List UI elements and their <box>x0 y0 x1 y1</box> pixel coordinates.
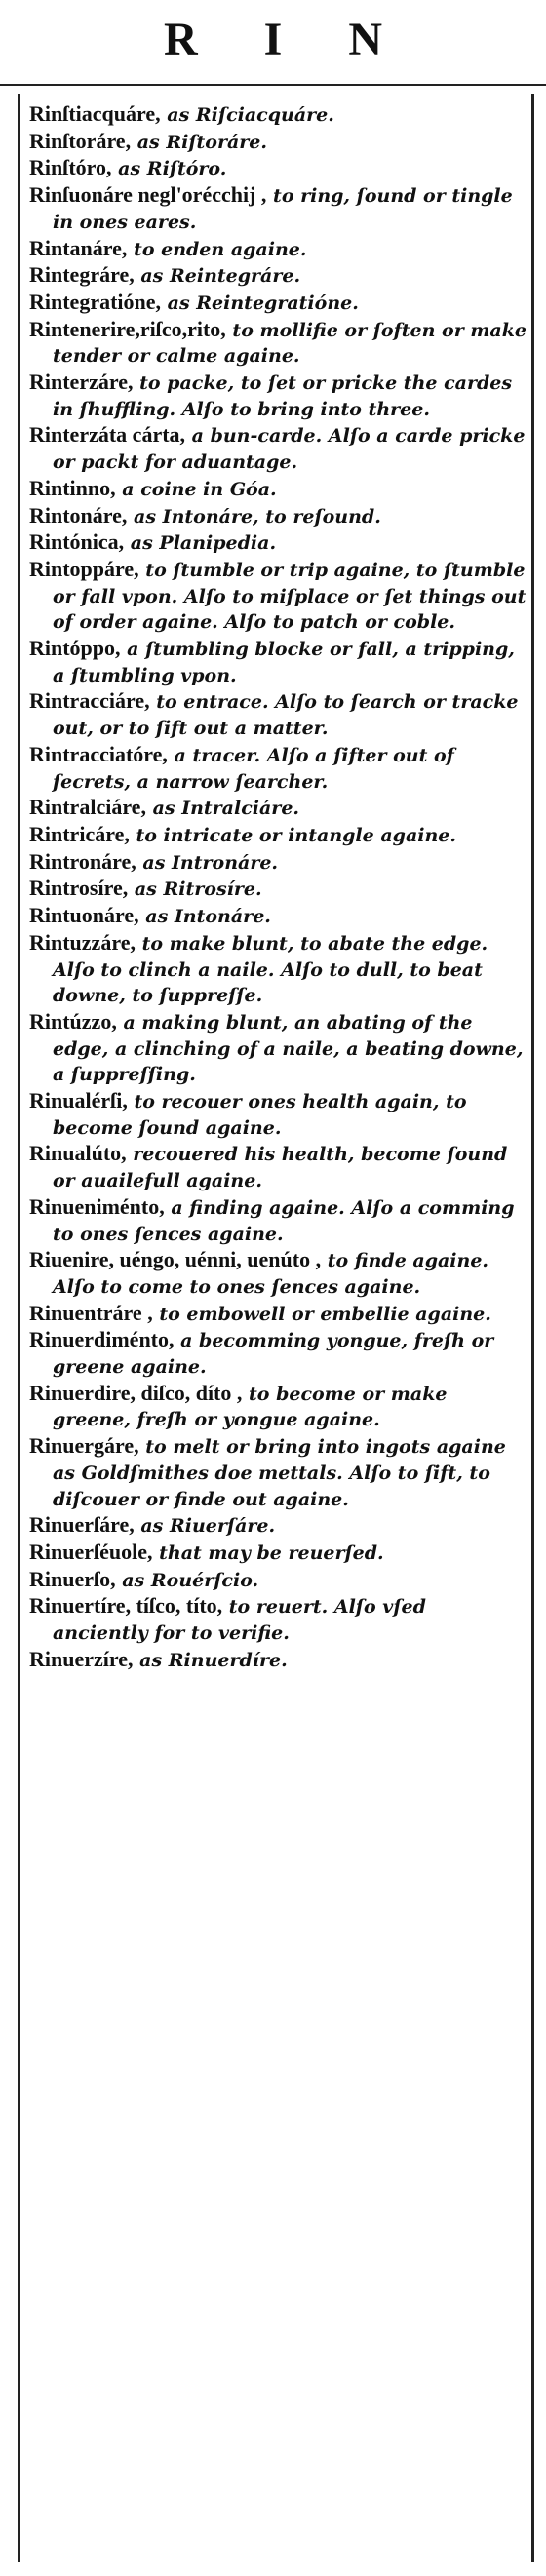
entry-definition: to recouer ones health again, to become ſound againe. <box>53 1091 467 1139</box>
dictionary-entry <box>29 1009 526 1088</box>
entry-definition: a coine in Góa. <box>115 478 277 500</box>
entry-definition: to packe, to ſet or pricke the cardes in ſhuffling. Alſo to bring into three. <box>53 372 513 420</box>
page-title: R I N <box>163 13 410 65</box>
entry-definition: as Reintegratióne. <box>161 292 359 314</box>
dictionary-entry <box>29 422 526 475</box>
dictionary-entry <box>29 290 526 317</box>
dictionary-entry <box>29 1593 526 1646</box>
dictionary-entry <box>29 129 526 156</box>
entry-definition: as Intralciáre. <box>145 798 300 820</box>
dictionary-entry <box>29 476 526 503</box>
entry-definition: a bun-carde. Alſo a carde pricke or packt for aduantage. <box>53 425 526 474</box>
entry-headword: Rintoppáre, <box>29 556 139 581</box>
entry-definition: to ring, ſound or tingle in ones eares. <box>53 185 513 233</box>
dictionary-entry <box>29 822 526 849</box>
entry-definition: recouered his health, become ſound or auailefull againe. <box>53 1144 508 1192</box>
entry-definition: to finde againe. Alſo to come to ones ſences againe. <box>53 1250 489 1298</box>
dictionary-entry <box>29 503 526 530</box>
entry-headword: Rinuerdiménto, <box>29 1327 175 1352</box>
entry-definition: a making blunt, an abating of the edge, a clinching of a naile, a beating downe, a ſuppreſſing. <box>53 1011 524 1086</box>
entry-definition: to ſtumble or trip againe, to ſtumble or fall vpon. Alſo to miſplace or ſet things out of order againe. Alſo to patch or coble. <box>53 559 526 634</box>
entry-headword: Rintóppo, <box>29 636 121 661</box>
entry-headword: Rinterzáre, <box>29 370 134 395</box>
entry-definition: as Riſtoráre. <box>131 131 267 153</box>
entry-headword: Rintanáre, <box>29 235 128 260</box>
dictionary-entry <box>29 155 526 182</box>
dictionary-entry <box>29 1088 526 1141</box>
entry-headword: Rintegráre, <box>29 262 135 288</box>
entry-headword: Rinuerſéuole, <box>29 1539 153 1564</box>
dictionary-entry <box>29 182 526 235</box>
entry-headword: Rinuentráre , <box>29 1300 153 1325</box>
entry-definition: as Ritrosíre. <box>128 878 262 901</box>
entry-definition: to melt or bring into ingots againe as Goldſmithes doe mettals. Alſo to ſift, to diſcouer or finde out againe. <box>53 1436 506 1510</box>
entry-headword: Rintúzzo, <box>29 1008 117 1034</box>
entry-definition: as Reintegráre. <box>134 265 301 288</box>
entry-definition: to mollifie or ſoften or make tender or calme againe. <box>53 319 526 368</box>
dictionary-entry <box>29 236 526 263</box>
dictionary-entry <box>29 1194 526 1247</box>
dictionary-entry <box>29 849 526 877</box>
dictionary-entry <box>29 1327 526 1380</box>
entry-definition: as Riſtóro. <box>111 158 227 180</box>
entry-headword: Rintinno, <box>29 475 116 500</box>
entry-headword: Rintracciatóre, <box>29 741 168 766</box>
entry-definition: as Riſciacquáre. <box>160 104 334 126</box>
entry-headword: Rinuerdire, diſco, díto , <box>29 1380 243 1405</box>
header-rule <box>0 84 546 86</box>
page-header <box>0 0 546 78</box>
entry-headword: Riuenire, uéngo, uénni, uenúto , <box>29 1247 322 1272</box>
entry-headword: Rintenerire,riſco,rito, <box>29 316 226 341</box>
dictionary-entry <box>29 1433 526 1512</box>
entry-headword: Rintrosíre, <box>29 876 129 901</box>
entry-headword: Rintralciáre, <box>29 795 146 820</box>
entry-headword: Rintuzzáre, <box>29 929 136 955</box>
entry-headword: Rinſtiacquáre, <box>29 101 161 126</box>
entry-definition: to reuert. Alſo vſed anciently for to verifie. <box>53 1596 426 1645</box>
entry-definition: to intricate or intangle againe. <box>129 824 456 846</box>
entry-definition: as Planipedia. <box>124 532 277 555</box>
entry-definition: a finding againe. Alſo a comming to ones ſences againe. <box>53 1196 515 1245</box>
entry-headword: Rintonáre, <box>29 502 128 527</box>
dictionary-entry <box>29 1381 526 1433</box>
dictionary-entry <box>29 317 526 370</box>
entry-definition: to make blunt, to abate the edge. Alſo to clinch a naile. Alſo to dull, to beat downe, to ſuppreſſe. <box>53 932 488 1007</box>
entry-headword: Rintónica, <box>29 529 125 555</box>
dictionary-entry <box>29 370 526 422</box>
entry-headword: Rinſuonáre negl'orécchij , <box>29 182 267 208</box>
dictionary-entry <box>29 1647 526 1674</box>
entry-headword: Rinuerzíre, <box>29 1646 134 1671</box>
dictionary-entry <box>29 1141 526 1193</box>
entry-headword: Rinualúto, <box>29 1141 127 1166</box>
entry-definition: to become or make greene, freſh or yongue againe. <box>53 1383 448 1431</box>
dictionary-entry <box>29 1567 526 1594</box>
dictionary-entry <box>29 1301 526 1328</box>
entry-headword: Rinterzáta cárta, <box>29 422 186 448</box>
entry-definition: a becomming yongue, freſh or greene againe. <box>53 1330 494 1379</box>
entry-definition: to entrace. Alſo to ſearch or tracke out, or to ſift out a matter. <box>53 691 519 740</box>
dictionary-entry <box>29 529 526 557</box>
entry-definition: as Intronáre. <box>136 851 279 874</box>
dictionary-entry <box>29 1512 526 1540</box>
entry-definition: that may be reuerſed. <box>152 1542 384 1564</box>
dictionary-entry <box>29 262 526 290</box>
entry-headword: Rintracciáre, <box>29 688 150 714</box>
dictionary-entry <box>29 688 526 741</box>
dictionary-entry <box>29 742 526 795</box>
dictionary-entry <box>29 557 526 636</box>
entry-headword: Rinuerſáre, <box>29 1512 135 1538</box>
entry-headword: Rintronáre, <box>29 848 136 874</box>
entry-definition: as Intonáre. <box>138 906 271 928</box>
entry-headword: Rinualérſi, <box>29 1088 128 1113</box>
entry-headword: Rinſtóro, <box>29 155 112 180</box>
dictionary-entry <box>29 636 526 688</box>
entry-headword: Rinueniménto, <box>29 1193 165 1219</box>
entry-definition: to enden againe. <box>127 238 307 260</box>
entry-headword: Rinuertíre, tíſco, títo, <box>29 1593 223 1619</box>
dictionary-entry <box>29 1540 526 1567</box>
entry-definition: as Intonáre, to reſound. <box>127 505 381 527</box>
dictionary-entry <box>29 903 526 930</box>
entry-definition: a tracer. Alſo a ſifter out of ſecrets, a narrow ſearcher. <box>53 744 454 793</box>
dictionary-entry <box>29 930 526 1009</box>
entry-headword: Rinuerſo, <box>29 1566 116 1591</box>
dictionary-entry <box>29 1247 526 1300</box>
entry-headword: Rintegratióne, <box>29 289 162 314</box>
entry-definition: a ſtumbling blocke or fall, a tripping, a ſtumbling vpon. <box>53 639 515 686</box>
entry-list <box>29 101 526 1673</box>
entry-headword: Rintricáre, <box>29 821 130 846</box>
entry-definition: as Rouérſcio. <box>115 1569 259 1591</box>
entry-headword: Rinſtoráre, <box>29 128 132 153</box>
entry-definition: as Riuerſáre. <box>134 1515 276 1538</box>
dictionary-entry <box>29 101 526 129</box>
dictionary-entry <box>29 795 526 822</box>
entry-headword: Rintuonáre, <box>29 903 139 928</box>
entry-headword: Rinuergáre, <box>29 1433 139 1459</box>
dictionary-entry <box>29 876 526 903</box>
entry-definition: as Rinuerdíre. <box>133 1649 288 1671</box>
entry-definition: to embowell or embellie againe. <box>152 1303 491 1325</box>
